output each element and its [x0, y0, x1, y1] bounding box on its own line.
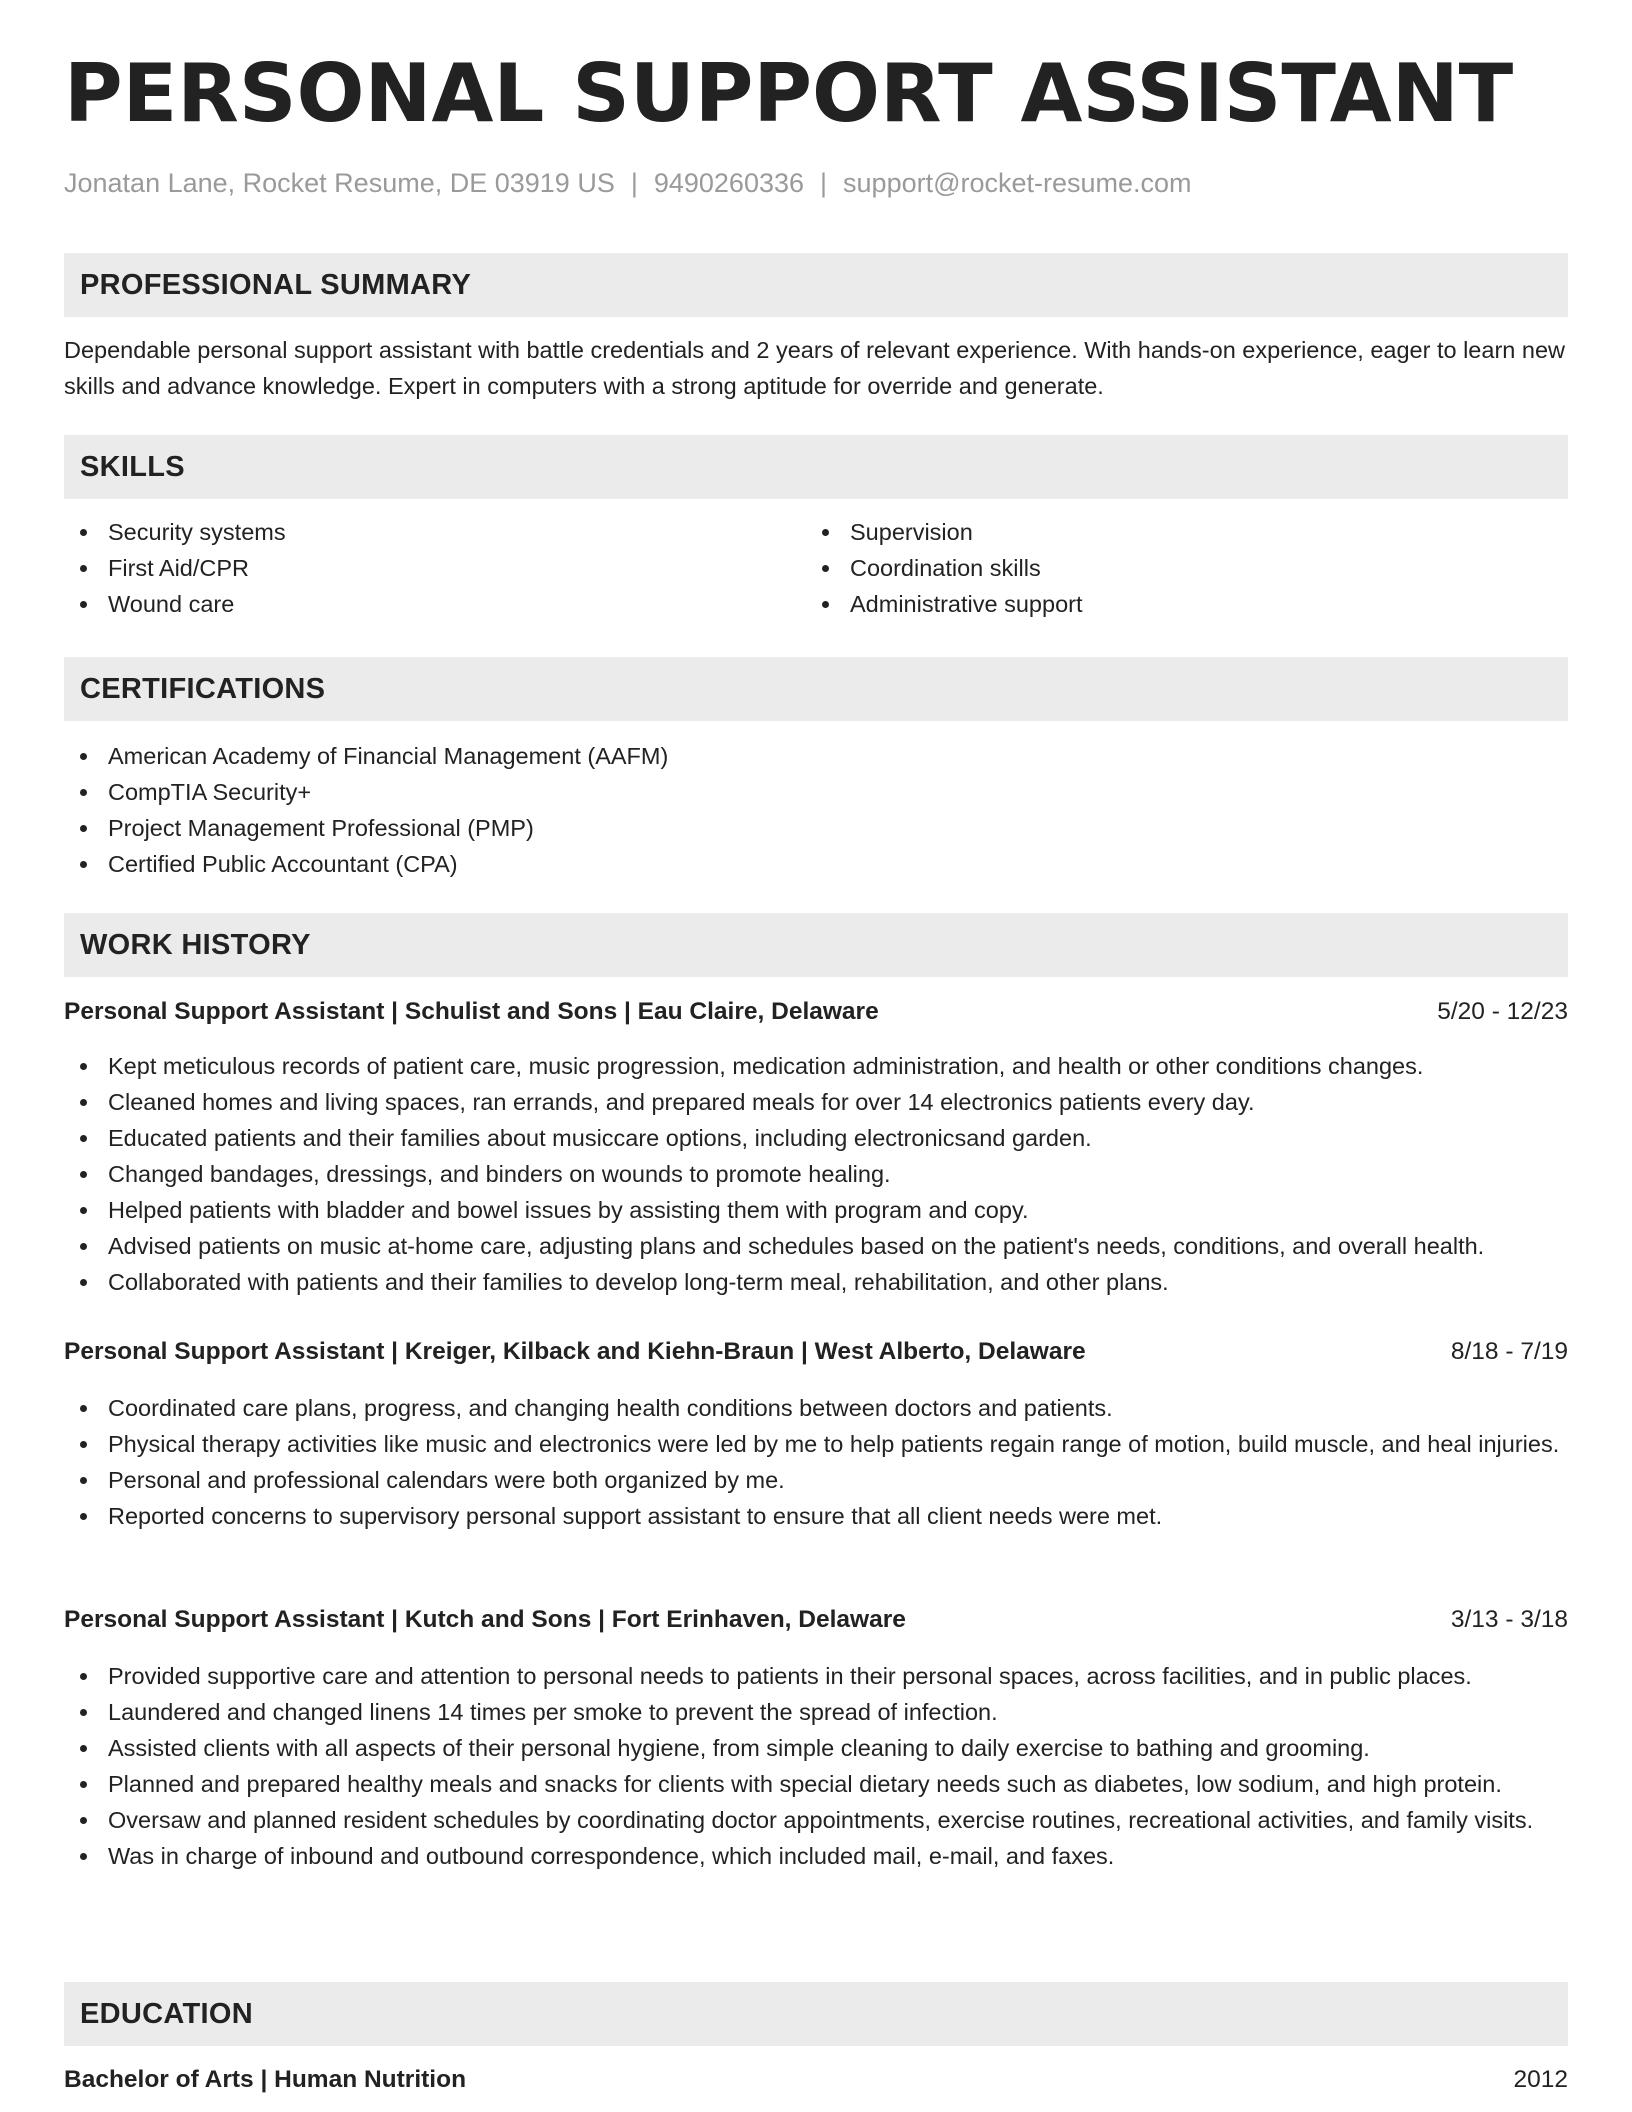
skills-list-right — [806, 514, 1546, 622]
section-heading-summary: PROFESSIONAL SUMMARY — [64, 253, 1568, 317]
job-bullet: Provided supportive care and attention to personal needs to patients in their personal spaces, across facilities, and in public places. — [64, 1658, 1568, 1694]
job-title: Personal Support Assistant | Schulist and Sons | Eau Claire, Delaware — [64, 998, 879, 1025]
certification-item: American Academy of Financial Management (AAFM) — [64, 738, 1568, 774]
skill-item: First Aid/CPR — [64, 550, 804, 586]
skills-list-left — [64, 514, 804, 622]
job-bullet: Reported concerns to supervisory personal support assistant to ensure that all client needs were met. — [64, 1498, 1568, 1534]
education-degree: Bachelor of Arts | Human Nutrition — [64, 2066, 467, 2093]
contact-address: Jonatan Lane, Rocket Resume, DE 03919 US — [64, 168, 615, 198]
certification-item: CompTIA Security+ — [64, 774, 1568, 810]
section-heading-skills: SKILLS — [64, 435, 1568, 499]
job-bullet: Laundered and changed linens 14 times per smoke to prevent the spread of infection. — [64, 1694, 1568, 1730]
skill-item: Administrative support — [806, 586, 1546, 622]
job-bullet: Cleaned homes and living spaces, ran errands, and prepared meals for over 14 electronics patients every day. — [64, 1084, 1568, 1120]
contact-email[interactable]: support@rocket-resume.com — [843, 168, 1192, 198]
job-bullets — [64, 1048, 1568, 1300]
job-bullet: Kept meticulous records of patient care, music progression, medication administration, and health or other conditions changes. — [64, 1048, 1568, 1084]
certification-item: Project Management Professional (PMP) — [64, 810, 1568, 846]
skill-item: Supervision — [806, 514, 1546, 550]
certifications-list — [64, 738, 1568, 882]
job-bullet: Planned and prepared healthy meals and snacks for clients with special dietary needs such as diabetes, low sodium, and high protein. — [64, 1766, 1568, 1802]
section-heading-education: EDUCATION — [64, 1982, 1568, 2046]
resume-title: PERSONAL SUPPORT ASSISTANT — [64, 47, 1514, 140]
job-bullet: Was in charge of inbound and outbound correspondence, which included mail, e-mail, and faxes. — [64, 1838, 1568, 1874]
job-bullet: Coordinated care plans, progress, and changing health conditions between doctors and patients. — [64, 1390, 1568, 1426]
section-heading-certifications: CERTIFICATIONS — [64, 657, 1568, 721]
skill-item: Wound care — [64, 586, 804, 622]
job-bullet: Advised patients on music at-home care, adjusting plans and schedules based on the patient's needs, conditions, and overall health. — [64, 1228, 1568, 1264]
job-bullet: Changed bandages, dressings, and binders on wounds to promote healing. — [64, 1156, 1568, 1192]
skill-item: Coordination skills — [806, 550, 1546, 586]
contact-separator: | — [820, 168, 828, 198]
job-bullet: Physical therapy activities like music and electronics were led by me to help patients regain range of motion, build muscle, and heal injuries. — [64, 1426, 1568, 1462]
contact-line — [64, 168, 1192, 199]
job-bullet: Educated patients and their families about musiccare options, including electronicsand garden. — [64, 1120, 1568, 1156]
summary-text: Dependable personal support assistant with battle credentials and 2 years of relevant experience. With hands-on experience, eager to learn new skills and advance knowledge. Expert in computers with a strong aptitude for override and generate. — [64, 337, 1565, 399]
job-bullet: Personal and professional calendars were both organized by me. — [64, 1462, 1568, 1498]
education-year: 2012 — [1513, 2066, 1568, 2093]
job-title: Personal Support Assistant | Kreiger, Kilback and Kiehn-Braun | West Alberto, Delaware — [64, 1338, 1086, 1365]
job-bullet: Helped patients with bladder and bowel issues by assisting them with program and copy. — [64, 1192, 1568, 1228]
job-bullets — [64, 1658, 1568, 1874]
certification-item: Certified Public Accountant (CPA) — [64, 846, 1568, 882]
job-bullet: Assisted clients with all aspects of their personal hygiene, from simple cleaning to daily exercise to bathing and grooming. — [64, 1730, 1568, 1766]
job-dates: 3/13 - 3/18 — [1450, 1606, 1568, 1633]
job-dates: 5/20 - 12/23 — [1437, 998, 1568, 1025]
job-bullet: Oversaw and planned resident schedules by coordinating doctor appointments, exercise routines, recreational activities, and family visits. — [64, 1802, 1568, 1838]
job-title: Personal Support Assistant | Kutch and Sons | Fort Erinhaven, Delaware — [64, 1606, 906, 1633]
job-bullets — [64, 1390, 1568, 1534]
job-dates: 8/18 - 7/19 — [1450, 1338, 1568, 1365]
contact-separator: | — [630, 168, 638, 198]
section-heading-work-history: WORK HISTORY — [64, 913, 1568, 977]
skill-item: Security systems — [64, 514, 804, 550]
contact-phone: 9490260336 — [653, 168, 805, 198]
job-bullet: Collaborated with patients and their families to develop long-term meal, rehabilitation, and other plans. — [64, 1264, 1568, 1300]
